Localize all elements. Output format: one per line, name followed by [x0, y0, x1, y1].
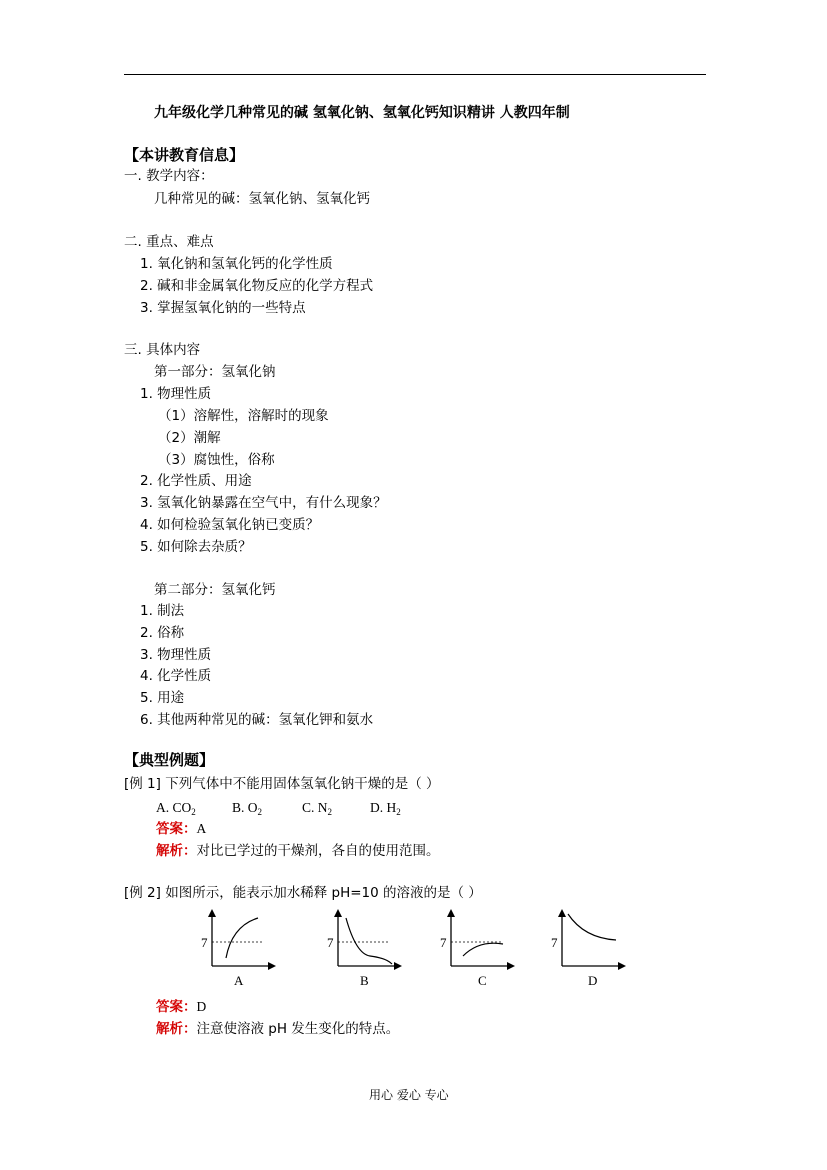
example-2-question: [例 2] 如图所示，能表示加水稀释 pH=10 的溶液的是（ ）	[124, 885, 482, 901]
example-1-analysis: 解析：对比已学过的干燥剂，各自的使用范围。	[156, 843, 440, 859]
page-title: 九年级化学几种常见的碱 氢氧化钠、氢氧化钙知识精讲 人教四年制	[154, 105, 570, 121]
example-1-question: [例 1] 下列气体中不能用固体氢氧化钠干燥的是（ ）	[124, 776, 440, 792]
example-1-option-c: C. $N_2$	[302, 800, 333, 817]
list-item: 3. 物理性质	[140, 647, 212, 663]
list-item: 1. 氧化钠和氢氧化钙的化学性质	[140, 256, 333, 272]
list-item: 3. 掌握氢氧化钠的一些特点	[140, 300, 306, 316]
info-heading: 【本讲教育信息】	[124, 146, 245, 164]
graph-a	[198, 906, 278, 986]
list-item: （1）溶解性，溶解时的现象	[158, 408, 329, 424]
graph-b-axis-value: 7	[327, 935, 334, 950]
example-1-option-b: B. $O_2$	[232, 800, 263, 817]
graph-c-axis-value: 7	[440, 935, 447, 950]
graph-a-label: A	[234, 973, 244, 988]
list-item: 5. 用途	[140, 690, 185, 706]
example-2-analysis: 解析：注意使溶液 pH 发生变化的特点。	[156, 1021, 400, 1037]
graph-c-label: C	[478, 973, 487, 988]
example-1-option-a: A. $CO_2$	[156, 800, 196, 817]
list-item: 2. 化学性质、用途	[140, 473, 252, 489]
list-item: 2. 俗称	[140, 625, 185, 641]
graph-b	[324, 906, 404, 986]
examples-heading: 【典型例题】	[124, 751, 215, 769]
section-1-content: 几种常见的碱：氢氧化钠、氢氧化钙	[154, 191, 370, 207]
graph-d-label: D	[588, 973, 598, 988]
list-item: 4. 化学性质	[140, 668, 212, 684]
list-item: 6. 其他两种常见的碱：氢氧化钾和氨水	[140, 712, 374, 728]
graph-a-axis-value: 7	[201, 935, 208, 950]
example-2-answer: 答案：D	[156, 999, 207, 1015]
graph-c	[437, 906, 517, 986]
example-1-answer: 答案：A	[156, 821, 207, 837]
graph-d-axis-value: 7	[551, 935, 558, 950]
section-1-label: 一. 教学内容：	[124, 168, 214, 184]
list-item: 4. 如何检验氢氧化钠已变质？	[140, 517, 320, 533]
page-footer: 用心 爱心 专心	[369, 1088, 449, 1102]
list-item: （2）潮解	[158, 430, 221, 446]
list-item: 5. 如何除去杂质？	[140, 539, 252, 555]
list-item: （3）腐蚀性，俗称	[158, 452, 275, 468]
graph-b-label: B	[360, 973, 369, 988]
list-item: 3. 氢氧化钠暴露在空气中，有什么现象？	[140, 495, 387, 511]
list-item: 2. 碱和非金属氧化物反应的化学方程式	[140, 278, 374, 294]
example-1-option-d: D. $H_2$	[370, 800, 401, 817]
part-2-heading: 第二部分：氢氧化钙	[154, 582, 276, 598]
list-item: 1. 物理性质	[140, 386, 212, 402]
part-1-heading: 第一部分：氢氧化钠	[154, 364, 276, 380]
graph-d	[548, 906, 628, 986]
header-rule	[124, 74, 706, 75]
section-3-label: 三. 具体内容	[124, 342, 201, 358]
section-2-label: 二. 重点、难点	[124, 234, 214, 250]
list-item: 1. 制法	[140, 603, 185, 619]
